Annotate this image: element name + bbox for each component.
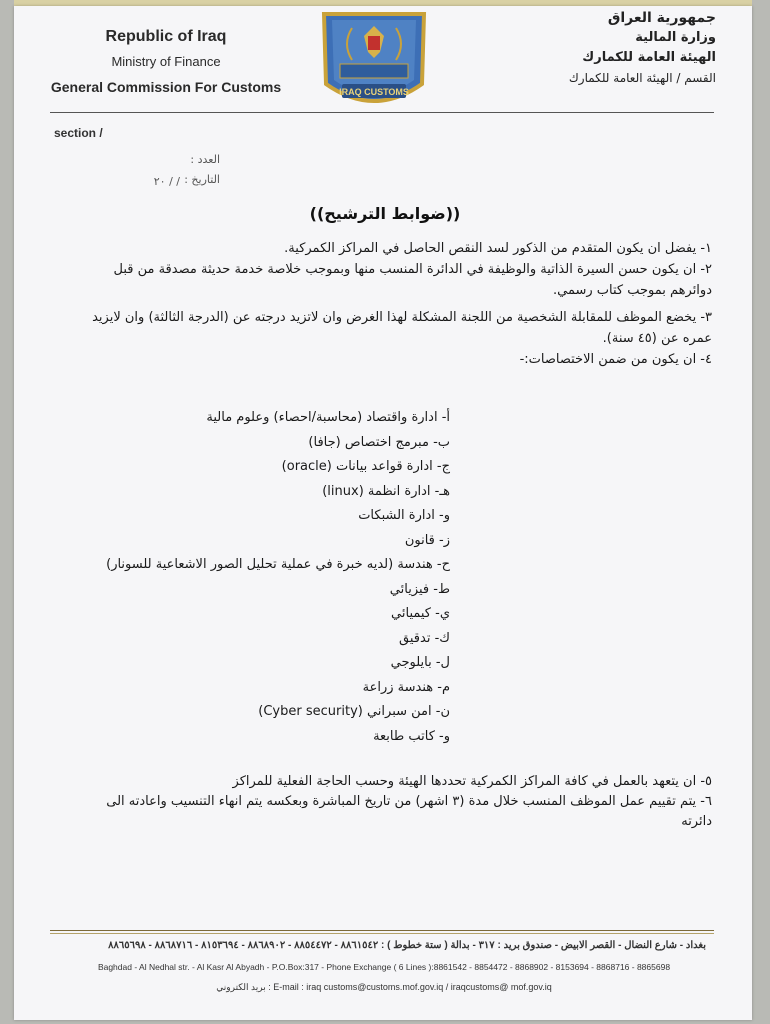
specialty-item: ح- هندسة (لديه خبرة في عملية تحليل الصور الاشعاعية للسونار) [106,557,450,572]
reference-block [70,150,220,190]
footer-divider-secondary [50,933,714,934]
date-slots: ٢٠ / / [153,175,180,188]
letterhead-ministry: Ministry of Finance [111,54,221,69]
customs-emblem-logo [318,10,430,116]
criterion-1: ١- يفضل ان يكون المتقدم من الذكور لسد النقص الحاصل في المراكز الكمركية. [284,241,712,256]
criterion-4: ٤- ان يكون من ضمن الاختصاصات:- [519,352,712,367]
specialties-list [106,406,450,749]
specialty-item: ن- امن سبراني (Cyber security) [258,704,450,719]
section-label: section / [54,126,103,140]
header-divider [50,112,714,113]
specialty-item: ج- ادارة قواعد بيانات (oracle) [281,459,450,474]
criteria-list-continued [72,772,712,832]
criterion-3: ٣- يخضع الموظف للمقابلة الشخصية من اللجنة المشكلة لهذا الغرض وان لاتزيد درجته عن (الدرجة الثالثة) وان لايزيد عمره عن (٤٥ سنة). [92,310,712,346]
specialty-item: ك- تدقيق [399,630,450,646]
criteria-list [72,238,712,370]
criterion-5: ٥- ان يتعهد بالعمل في كافة المراكز الكمركية تحددها الهيئة وحسب الحاجة الفعلية للمراكز [232,774,712,789]
letterhead-commission-ar: الهيئة العامة للكمارك [582,50,716,65]
svg-text:IRAQ CUSTOMS: IRAQ CUSTOMS [339,87,409,97]
letterhead-ministry-ar: وزارة المالية [635,30,716,45]
specialty-item: و- كاتب طابعة [373,728,450,744]
letterhead-commission: General Commission For Customs [50,79,282,95]
specialty-item: و- ادارة الشبكات [358,508,450,523]
criterion-2: ٢- ان يكون حسن السيرة الذاتية والوظيفة في الدائرة المنسب منها وبموجب خلاصة خدمة حديثة مصدقة من قبل دوائرهم بموجب كتاب رسمي. [113,262,712,298]
letterhead-department-ar: القسم / الهيئة العامة للكمارك [568,71,716,85]
criterion-6: ٦- يتم تقييم عمل الموظف المنسب خلال مدة (٣ اشهر) من تاريخ المباشرة وبعكسه يتم انهاء التنسيب واعادته الى دائرته [106,794,712,829]
specialty-item: ز- قانون [404,532,450,548]
footer-address-english: Baghdad - Al Nedhal str. - Al Kasr Al Abyadh - P.O.Box:317 - Phone Exchange ( 6 Lines ):8861542 - 8854472 - 8868902 - 8153694 - 8868716 - 8865698 [97,962,671,972]
letterhead-country: Republic of Iraq [105,28,227,45]
footer-divider [50,930,714,931]
letterhead-country-ar: جمهورية العراق [607,10,716,26]
specialty-item: م- هندسة زراعة [362,679,450,695]
specialty-item: ل- بايلوجي [390,655,450,670]
number-label: العدد : [190,153,220,166]
english-letterhead [36,28,296,95]
document-title: ((ضوابط الترشيح)) [309,204,461,223]
specialty-item: ب- مبرمج اختصاص (جافا) [308,434,450,450]
date-label: التاريخ : [184,173,220,186]
specialty-item: هـ- ادارة انظمة (linux) [322,483,450,499]
footer-address-arabic: بغداد - شارع النضال - القصر الابيض - صندوق بريد : ٣١٧ - بدالة ( ستة خطوط ) : ٨٨٦١٥٤٢ - ٨٨٥٤٤٧٢ - ٨٨٦٨٩٠٢ - ٨١٥٣٦٩٤ - ٨٨٦٨٧١٦ - ٨٨٦٥٦٩٨ [108,940,706,951]
arabic-letterhead [569,8,716,88]
specialty-item: ط- فيزيائي [389,581,450,597]
footer-email: E-mail : iraq customs@customs.mof.gov.iq / iraqcustoms@ mof.gov.iq : بريد الكتروني [216,982,552,992]
specialty-item: ي- كيميائي [391,606,450,621]
specialty-item: أ- ادارة واقتصاد (محاسبة/احصاء) وعلوم مالية [206,410,450,425]
